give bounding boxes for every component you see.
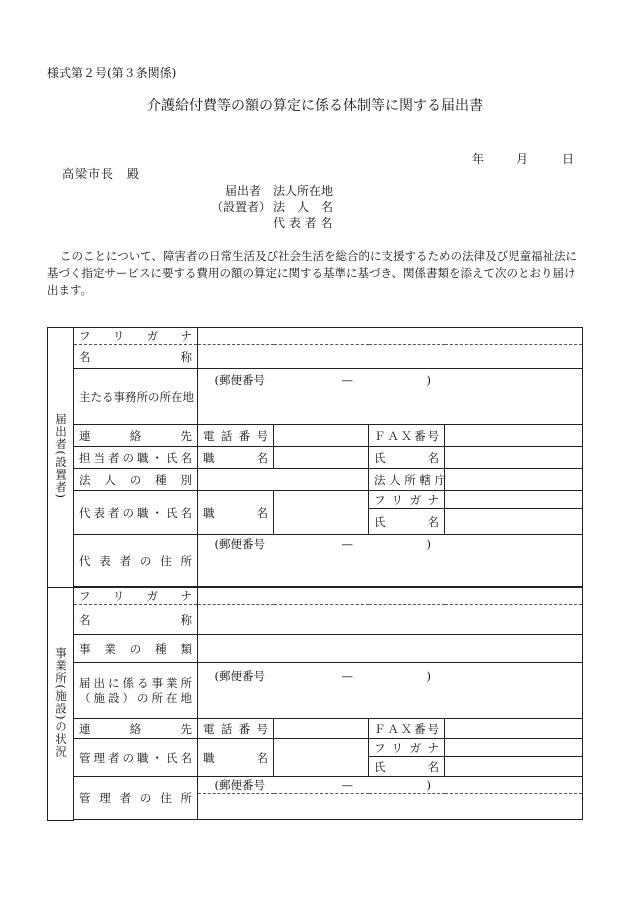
notification-form-table [47, 327, 583, 821]
s1-furigana-label: フ リ ガ ナ [74, 328, 198, 345]
s1-person-name-label: 氏 名 [369, 447, 445, 469]
founder-label: （設置者） [211, 200, 272, 214]
section2-side-label: 事業所(施設)の状況 [48, 588, 74, 821]
s2-contact-label: 連 絡 先 [74, 719, 198, 739]
s1-corp-type-field[interactable] [198, 469, 369, 491]
s1-name-label: 名 称 [74, 345, 198, 369]
s2-business-type-label: 事 業 の 種 類 [74, 635, 198, 663]
s2-manager-address-field[interactable] [198, 794, 583, 820]
s1-person-name-field[interactable] [445, 447, 583, 469]
s2-furigana-field[interactable] [198, 588, 583, 605]
s1-fax-label: ＦＡＸ番号 [369, 425, 445, 447]
s1-phone-field[interactable] [274, 425, 369, 447]
s2-person-name-label: 氏 名 [369, 757, 445, 777]
intro-line-1: このことについて、障害者の日常生活及び社会生活を総合的に支援するための法律及び児童福祉法に [60, 249, 578, 263]
s1-rep-position-field[interactable] [274, 491, 369, 535]
date-day-label: 日 [562, 152, 575, 166]
s1-rep-name-field[interactable] [445, 509, 583, 535]
s2-furigana-small-label: フリガナ [369, 739, 445, 757]
intro-line-2: 基づく指定サービスに要する費用の額の算定に関する基準に基づき、関係書類を添えて次のとおり届け [47, 266, 576, 280]
s2-manager-address-label: 管 理 者 の 住 所 [74, 777, 198, 820]
date-month-label: 月 [516, 152, 529, 166]
s2-fax-label: ＦＡＸ番号 [369, 719, 445, 739]
s2-phone-field[interactable] [274, 719, 369, 739]
s1-corp-type-label: 法 人 の 種 別 [74, 469, 198, 491]
s1-rep-postal-row[interactable]: (郵便番号 — ) [198, 535, 583, 553]
notifier-label: 届出者 [225, 184, 262, 198]
s2-position-label: 職 名 [198, 739, 274, 777]
s2-name-label: 名 称 [74, 605, 198, 635]
s1-furigana-field[interactable] [198, 328, 583, 345]
s1-contact-label: 連 絡 先 [74, 425, 198, 447]
document-title: 介護給付費等の額の算定に係る体制等に関する届出書 [147, 98, 483, 114]
s1-rep-address-field[interactable] [198, 553, 583, 587]
s2-person-name-field[interactable] [445, 757, 583, 777]
s1-postal-row[interactable]: (郵便番号 — ) [198, 369, 583, 391]
s1-rep-name-label: 氏 名 [369, 509, 445, 535]
s2-fax-field[interactable] [445, 719, 583, 739]
s1-main-office-label: 主たる事務所の所在地 [74, 369, 198, 425]
s1-rep-position-label: 職 名 [198, 491, 274, 535]
s2-postal-row[interactable]: (郵便番号 — ) [198, 663, 583, 689]
s2-manager-postal-row[interactable]: (郵便番号 — ) [198, 777, 583, 794]
s2-name-field[interactable] [198, 605, 583, 635]
s2-position-field[interactable] [274, 739, 369, 777]
s1-position-field[interactable] [274, 447, 369, 469]
s1-rep-address-label: 代 表 者 の 住 所 [74, 535, 198, 587]
s2-manager-label: 管理者の職・氏名 [74, 739, 198, 777]
section1-side-label: 届出者(設置者) [48, 328, 74, 588]
corp-address-label: 法人所在地 [273, 184, 334, 198]
date-year-label: 年 [472, 152, 485, 166]
s1-rep-furigana-label: フリガナ [369, 491, 445, 509]
form-number: 様式第２号(第３条関係) [47, 66, 177, 80]
s2-phone-label: 電話番号 [198, 719, 274, 739]
s2-address-field[interactable] [198, 689, 583, 719]
s1-jurisdiction-field[interactable] [445, 469, 583, 491]
s1-address-field[interactable] [198, 391, 583, 425]
s1-position-label: 職 名 [198, 447, 274, 469]
corp-name-label: 法 人 名 [273, 200, 334, 214]
s1-rep-furigana-field[interactable] [445, 491, 583, 509]
s1-person-label: 担当者の職・氏名 [74, 447, 198, 469]
s1-phone-label: 電話番号 [198, 425, 274, 447]
representative-label: 代 表 者 名 [273, 216, 333, 230]
s2-furigana-small-field[interactable] [445, 739, 583, 757]
addressee: 高梁市長 殿 [62, 167, 141, 181]
s1-fax-field[interactable] [445, 425, 583, 447]
s2-office-address-label: 届出に係る事業所 （施設）の所在地 [74, 663, 198, 719]
intro-line-3: 出ます。 [47, 283, 93, 297]
s2-furigana-label: フ リ ガ ナ [74, 588, 198, 605]
s1-rep-label: 代表者の職・氏名 [74, 491, 198, 535]
s2-business-type-field[interactable] [198, 635, 583, 663]
s1-jurisdiction-label: 法 人 所 轄 庁 [369, 469, 445, 491]
s1-name-field[interactable] [198, 345, 583, 369]
